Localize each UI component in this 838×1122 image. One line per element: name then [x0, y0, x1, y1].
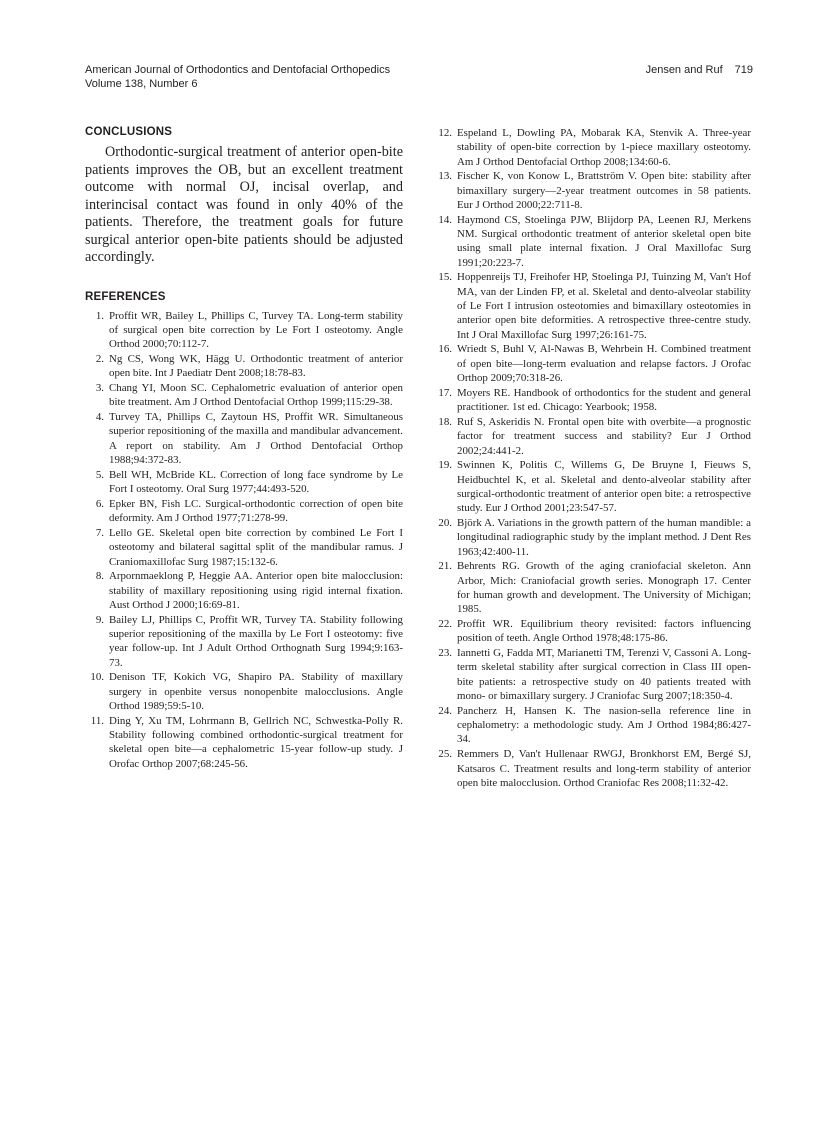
reference-number: 7. — [95, 526, 104, 539]
right-column — [433, 126, 751, 791]
reference-item — [85, 352, 403, 381]
conclusions-paragraph: Orthodontic-surgical treatment of anterior open-bite patients improves the OB, but an excellent treatment outcome with normal OJ, incisal overlap, and interincisal contact was found in only 40% of the patients. Therefore, the treatment goals for future surgical anterior open-bite patients should be adjusted accordingly. — [85, 144, 403, 265]
reference-text: Bailey LJ, Phillips C, Proffit WR, Turvey TA. Stability following superior repositioning of the maxilla by Le Fort I osteotomy: five year follow-up. Int J Adult Orthod Orthognath Surg 1994;9:163-73. — [109, 613, 403, 669]
reference-list-left — [85, 309, 403, 772]
reference-item — [433, 415, 751, 458]
reference-item — [85, 526, 403, 569]
reference-item — [433, 704, 751, 747]
reference-number: 21. — [438, 560, 452, 573]
reference-item — [85, 468, 403, 497]
reference-number: 20. — [438, 517, 452, 530]
reference-text: Björk A. Variations in the growth pattern of the human mandible: a longitudinal radiographic study by the implant method. J Dent Res 1963;42:400-11. — [457, 517, 751, 558]
reference-number: 5. — [95, 468, 104, 481]
reference-number: 6. — [95, 497, 104, 510]
conclusions-heading: CONCLUSIONS — [85, 126, 173, 138]
reference-text: Denison TF, Kokich VG, Shapiro PA. Stability of maxillary surgery in openbite versus nonopenbite malocclusions. Angle Orthod 1989;59:5-10. — [109, 671, 403, 713]
reference-item — [85, 569, 403, 612]
reference-text: Lello GE. Skeletal open bite correction by combined Le Fort I osteotomy and bilateral sagittal split of the mandibular ramus. J Craniomaxillofac Surg 1987;15:132-6. — [109, 526, 403, 568]
reference-number: 8. — [95, 570, 104, 583]
reference-text: Behrents RG. Growth of the aging craniofacial skeleton. Ann Arbor, Mich: Craniofacial growth series. Monograph 17. Center for human growth and development. The University of Michigan; 1985. — [457, 560, 751, 616]
reference-number: 24. — [438, 704, 452, 717]
page-number: 719 — [734, 64, 753, 76]
reference-number: 16. — [438, 343, 452, 356]
journal-title: American Journal of Orthodontics and Dentofacial Orthopedics — [85, 64, 391, 76]
reference-text: Bell WH, McBride KL. Correction of long face syndrome by Le Fort I osteotomy. Oral Surg 1977;44:493-520. — [109, 468, 403, 496]
reference-item — [433, 126, 751, 169]
reference-item — [433, 169, 751, 212]
reference-item — [85, 381, 403, 410]
reference-text: Ding Y, Xu TM, Lohrmann B, Gellrich NC, Schwestka-Polly R. Stability following combined orthodontic-surgical treatment for skeletal open bite—a cephalometric 15-year follow-up study. J Orofac Orthop 2007;68:245-56. — [109, 714, 403, 770]
reference-item — [433, 386, 751, 415]
reference-item — [433, 213, 751, 270]
running-header-right — [646, 63, 753, 77]
reference-text: Ruf S, Askeridis N. Frontal open bite with overbite—a prognostic factor for treatment success and stability? Eur J Orthod 2002;24:441-2. — [457, 415, 751, 457]
reference-text: Chang YI, Moon SC. Cephalometric evaluation of anterior open bite treatment. Am J Orthod Dentofacial Orthop 1999;115:29-38. — [109, 381, 403, 409]
reference-number: 10. — [90, 671, 104, 684]
running-header-left — [85, 63, 390, 91]
reference-number: 19. — [438, 459, 452, 472]
reference-text: Proffit WR, Bailey L, Phillips C, Turvey TA. Long-term stability of surgical open bite correction by Le Fort I osteotomy. Angle Orthod 2000;70:112-7. — [109, 309, 403, 351]
journal-volume: Volume 138, Number 6 — [85, 78, 198, 90]
reference-number: 15. — [438, 271, 452, 284]
reference-item — [85, 309, 403, 352]
reference-list-right — [433, 126, 751, 790]
reference-item — [85, 497, 403, 526]
reference-number: 3. — [95, 381, 104, 394]
reference-number: 22. — [438, 618, 452, 631]
reference-item — [85, 714, 403, 771]
reference-number: 2. — [95, 352, 104, 365]
reference-item — [433, 516, 751, 559]
reference-number: 14. — [438, 213, 452, 226]
reference-text: Wriedt S, Buhl V, Al-Nawas B, Wehrbein H. Combined treatment of open bite—long-term evaluation and relapse factors. J Orofac Orthop 2009;70:318-26. — [457, 343, 751, 385]
reference-item — [433, 559, 751, 616]
running-authors: Jensen and Ruf — [645, 64, 723, 76]
reference-number: 13. — [438, 170, 452, 183]
reference-item — [433, 617, 751, 646]
reference-item — [85, 410, 403, 467]
left-column — [85, 126, 403, 772]
references-heading: REFERENCES — [85, 290, 166, 303]
reference-item — [85, 670, 403, 713]
reference-number: 4. — [95, 411, 104, 424]
reference-number: 18. — [438, 415, 452, 428]
reference-number: 12. — [438, 127, 452, 139]
reference-text: Remmers D, Van't Hullenaar RWGJ, Bronkhorst EM, Bergé SJ, Katsaros C. Treatment results and long-term stability of anterior open bite malocclusion. Orthod Craniofac Res 2008;11:32-42. — [457, 748, 751, 789]
reference-number: 23. — [438, 647, 452, 660]
reference-text: Moyers RE. Handbook of orthodontics for the student and general practitioner. 1st ed. Chicago: Yearbook; 1958. — [457, 386, 751, 414]
reference-item — [433, 747, 751, 790]
reference-text: Hoppenreijs TJ, Freihofer HP, Stoelinga PJ, Tuinzing M, Van't Hof MA, van der Linden FP, et al. Skeletal and dento-alveolar stability of Le Fort I intrusion osteotomies and bimaxillary osteotomies in anterior open bite deformities. A retrospective three-centre study. Int J Oral Maxillofac Surg 1997;26:161-75. — [457, 271, 751, 341]
reference-text: Fischer K, von Konow L, Brattström V. Open bite: stability after bimaxillary surgery—2-year treatment outcomes in 58 patients. Eur J Orthod 2000;22:711-8. — [457, 170, 751, 211]
reference-text: Proffit WR. Equilibrium theory revisited: factors influencing position of teeth. Angle Orthod 1978;48:175-86. — [457, 618, 751, 645]
reference-item — [433, 270, 751, 341]
reference-item — [433, 458, 751, 515]
reference-text: Pancherz H, Hansen K. The nasion-sella reference line in cephalometry: a methodologic study. Am J Orthod 1984;86:427-34. — [457, 704, 751, 746]
reference-text: Ng CS, Wong WK, Hägg U. Orthodontic treatment of anterior open bite. Int J Paediatr Dent 2008;18:78-83. — [109, 352, 403, 380]
reference-number: 25. — [438, 748, 452, 761]
reference-text: Iannetti G, Fadda MT, Marianetti TM, Terenzi V, Cassoni A. Long-term skeletal stability after surgical correction in Class III open-bite patients: a retrospective study on 40 patients treated with mono- or bimaxillary surgery. J Craniofac Surg 2007;18:350-4. — [457, 647, 751, 703]
reference-text: Espeland L, Dowling PA, Mobarak KA, Stenvik A. Three-year stability of open-bite correction by 1-piece maxillary osteotomy. Am J Orthod Dentofacial Orthop 2008;134:60-6. — [457, 127, 751, 168]
reference-text: Turvey TA, Phillips C, Zaytoun HS, Proffit WR. Simultaneous superior repositioning of the maxilla and mandibular advancement. A report on stability. Am J Orthod Dentofacial Orthop 1988;94:372-83. — [109, 411, 403, 466]
reference-number: 17. — [438, 386, 452, 399]
reference-text: Epker BN, Fish LC. Surgical-orthodontic correction of open bite deformity. Am J Orthod 1977;71:278-99. — [109, 497, 403, 525]
reference-text: Arpornmaeklong P, Heggie AA. Anterior open bite malocclusion: stability of maxillary repositioning using rigid internal fixation. Aust Orthod J 2000;16:69-81. — [109, 570, 403, 611]
reference-item — [433, 646, 751, 703]
reference-item — [433, 342, 751, 385]
reference-item — [85, 613, 403, 670]
reference-number: 11. — [90, 714, 104, 727]
reference-number: 1. — [95, 309, 104, 322]
reference-text: Haymond CS, Stoelinga PJW, Blijdorp PA, Leenen RJ, Merkens NM. Surgical orthodontic treatment of anterior skeletal open bite using small plate internal fixation. J Oral Maxillofac Surg 1991;20:223-7. — [457, 213, 751, 269]
reference-text: Swinnen K, Politis C, Willems G, De Bruyne I, Fieuws S, Heidbuchtel K, et al. Skeletal and dento-alveolar stability after surgical-orthodontic treatment of anterior open bite: a retrospective study. Eur J Orthod 2001;23:547-57. — [457, 459, 751, 515]
reference-number: 9. — [95, 613, 104, 626]
